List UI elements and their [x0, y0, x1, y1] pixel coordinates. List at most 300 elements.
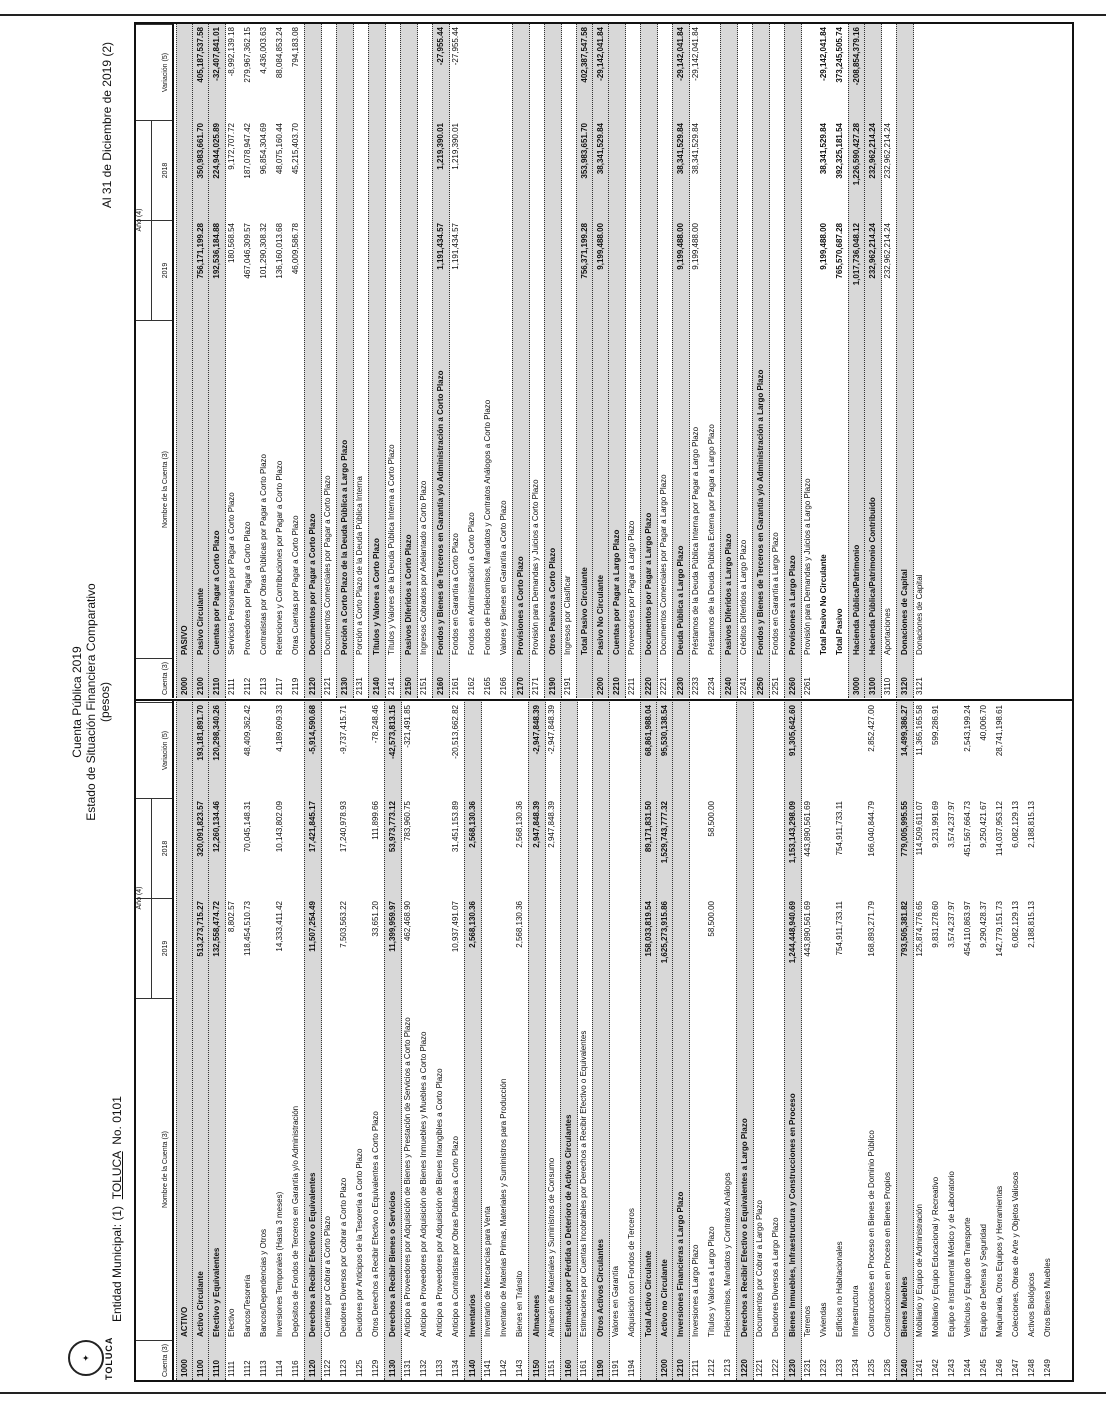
cell-nombre: Inventario de Mercancías para Venta: [483, 1206, 492, 1337]
cell-y2019: 6,082,129.13: [1011, 901, 1020, 948]
cell-cuenta: 1211: [691, 1359, 700, 1377]
cell-cuenta: 2121: [323, 677, 332, 695]
column-header-variacion: Variación (5): [136, 24, 172, 120]
cell-cuenta: 1220: [740, 1359, 749, 1377]
table-row: [288, 24, 304, 698]
cell-nombre: Créditos Diferidos a Largo Plazo: [739, 539, 748, 655]
cell-y2018: 58,500.00: [707, 801, 716, 837]
cell-variacion: 599,286.91: [931, 705, 940, 746]
cell-nombre: Pasivo No Circulante: [596, 574, 605, 655]
cell-cuenta: 2150: [404, 677, 413, 695]
cell-cuenta: 2113: [259, 677, 268, 695]
cell-cuenta: 1235: [867, 1359, 876, 1377]
cell-variacion: -29,142,041.84: [596, 27, 605, 81]
cell-cuenta: 1222: [771, 1359, 780, 1377]
table-row: [416, 24, 432, 698]
cell-y2019: 1,191,434.57: [436, 223, 445, 270]
cell-nombre: Activos Biológicos: [1027, 1272, 1036, 1337]
cell-y2018: 10,143,802.09: [275, 801, 284, 853]
cell-nombre: Viviendas: [819, 1302, 828, 1337]
cell-cuenta: 2170: [516, 677, 525, 695]
table-row: [864, 700, 880, 1380]
cell-y2019: 9,290,428.37: [979, 901, 988, 948]
cell-nombre: Préstamos de la Deuda Pública Interna por Pagar a Largo Plazo: [691, 426, 700, 655]
cell-cuenta: 1240: [900, 1359, 909, 1377]
cell-nombre: Anticipo a Proveedores por Adquisición de Bienes Inmuebles y Muebles a Corto Plazo: [419, 1031, 428, 1337]
cell-nombre: Mobiliario y Equipo Educacional y Recreativo: [931, 1176, 940, 1337]
cell-cuenta: 1194: [627, 1359, 636, 1377]
cell-y2019: 11,399,959.97: [388, 901, 397, 952]
cell-cuenta: 2111: [227, 678, 236, 695]
cell-y2018: 9,231,991.69: [931, 801, 940, 848]
cell-y2019: 125,874,776.65: [915, 901, 924, 957]
cell-y2019: 132,558,474.72: [212, 901, 221, 957]
cell-cuenta: 1133: [435, 1359, 444, 1377]
cell-y2019: 7,503,563.22: [339, 901, 348, 948]
cell-nombre: Hacienda Pública/Patrimonio: [852, 544, 861, 655]
cell-nombre: Total Activo Circulante: [644, 1250, 653, 1337]
cell-nombre: Estimaciones por Cuentas Incobrables por Derechos a Recibir Efectivo o Equivalentes: [579, 1030, 588, 1337]
table-row: [928, 700, 944, 1380]
cell-y2018: 17,421,845.17: [308, 801, 317, 853]
cell-y2019: 118,454,510.73: [243, 901, 252, 957]
cell-y2019: 9,831,278.60: [931, 901, 940, 948]
cell-nombre: Maquinaria, Otros Equipos y Herramientas: [995, 1185, 1004, 1337]
cell-variacion: -29,142,041.84: [819, 27, 828, 81]
cell-nombre: Inventario de Materias Primas, Materiales y Suministros para Producción: [499, 1078, 508, 1337]
cell-nombre: Cuentas por Cobrar a Corto Plazo: [323, 1216, 332, 1337]
entity-line: [110, 1096, 124, 1322]
cell-cuenta: 1221: [755, 1359, 764, 1377]
cell-y2018: 114,037,953.12: [995, 801, 1004, 857]
table-row: [224, 700, 240, 1380]
cell-y2019: 2,568,130.36: [515, 901, 524, 948]
cell-nombre: Inversiones Financieras a Largo Plazo: [676, 1191, 685, 1337]
table-row: [368, 700, 384, 1380]
cell-nombre: Total Pasivo No Circulante: [819, 554, 828, 655]
cell-variacion: 28,741,198.61: [995, 705, 1004, 757]
table-row: [288, 700, 304, 1380]
cell-nombre: PASIVO: [180, 625, 189, 655]
table-row: [256, 700, 272, 1380]
cell-y2018: 38,341,529.84: [691, 123, 700, 175]
cell-nombre: Anticipo a Contratistas por Obras Públicas a Corto Plazo: [451, 1136, 460, 1337]
cell-cuenta: 2151: [419, 677, 428, 695]
cell-nombre: Mobiliario y Equipo de Administración: [915, 1204, 924, 1337]
cell-nombre: Adquisición con Fondos de Terceros: [627, 1208, 636, 1337]
table-row: [1008, 700, 1024, 1380]
entity-number: No. 0101: [110, 1096, 124, 1145]
cell-cuenta: 2000: [180, 677, 189, 695]
cell-y2018: 6,082,129.13: [1011, 801, 1020, 848]
cell-cuenta: 1150: [532, 1359, 541, 1377]
cell-nombre: Deudores por Anticipos de la Tesorería a Corto Plazo: [355, 1148, 364, 1337]
cell-y2018: 224,944,025.89: [212, 123, 221, 179]
cell-y2018: 70,045,148.31: [243, 801, 252, 853]
cell-y2018: 48,075,160.44: [275, 123, 284, 175]
column-header-anio: Año (4): [136, 798, 152, 998]
cell-variacion: 4,189,609.33: [275, 705, 284, 752]
cell-variacion: -321,491.85: [403, 705, 412, 748]
cell-nombre: Documentos por Pagar a Corto Plazo: [308, 513, 317, 655]
cell-y2018: 2,947,848.39: [547, 801, 556, 848]
cell-variacion: 279,967,362.15: [243, 27, 252, 83]
scan-artifact-line: [0, 1392, 1106, 1394]
logo-text: TOLUCA: [104, 1336, 114, 1380]
cell-nombre: Derechos a Recibir Efectivo o Equivalentes: [308, 1172, 317, 1337]
cell-nombre: Ingresos Cobrados por Adelantado a Corto Plazo: [419, 480, 428, 655]
cell-y2019: 1,191,434.57: [451, 223, 460, 270]
cell-variacion: 794,183.08: [291, 27, 300, 68]
cell-nombre: Fondos en Administración a Corto Plazo: [467, 512, 476, 655]
cell-nombre: Aportaciones: [883, 608, 892, 655]
cell-y2018: 3,574,237.97: [947, 801, 956, 848]
cell-nombre: Donaciones de Capital: [900, 569, 909, 655]
cell-cuenta: 1234: [851, 1359, 860, 1377]
cell-y2019: 9,199,488.00: [596, 223, 605, 270]
cell-cuenta: 2211: [627, 677, 636, 695]
report-title-line3: (pesos): [98, 682, 112, 723]
cell-y2019: 462,468.90: [403, 901, 412, 942]
cell-nombre: Fondos en Garantía a Largo Plazo: [771, 532, 780, 655]
cell-y2019: 756,171,199.28: [196, 223, 205, 279]
column-header-cuenta: Cuenta (3): [136, 1340, 172, 1380]
cell-nombre: Equipo de Defensa y Seguridad: [979, 1224, 988, 1337]
cell-cuenta: 2230: [676, 677, 685, 695]
cell-nombre: ACTIVO: [180, 1306, 189, 1337]
cell-variacion: -29,142,041.84: [676, 27, 685, 81]
cell-cuenta: 2260: [788, 677, 797, 695]
cell-nombre: Bancos/Tesorería: [243, 1274, 252, 1337]
cell-nombre: Equipo e Instrumental Médico y de Laboratorio: [947, 1171, 956, 1337]
cell-y2019: 443,890,561.69: [803, 901, 812, 957]
cell-y2018: 89,171,831.50: [644, 801, 653, 853]
cell-cuenta: 1132: [419, 1359, 428, 1377]
cell-cuenta: 1142: [499, 1359, 508, 1377]
cell-nombre: Derechos a Recibir Efectivo o Equivalentes a Largo Plazo: [740, 1118, 749, 1337]
cell-variacion: -2,947,848.39: [547, 705, 556, 755]
cell-cuenta: 1151: [547, 1359, 556, 1377]
cell-y2019: 8,802.57: [227, 901, 236, 933]
table-row: [272, 700, 288, 1380]
table-row: [448, 700, 464, 1380]
column-header-variacion: Variación (5): [136, 702, 172, 798]
cell-cuenta: 1161: [579, 1359, 588, 1377]
table-row: [256, 24, 272, 698]
report-header: [30, 22, 142, 1382]
cell-variacion: -8,992,139.18: [227, 27, 236, 77]
cell-y2019: 2,568,130.36: [468, 901, 477, 948]
table-row: [608, 700, 624, 1380]
cell-nombre: Préstamos de la Deuda Pública Externa por Pagar a Largo Plazo: [707, 424, 716, 655]
column-header-cuenta: Cuenta (3): [136, 658, 172, 698]
cell-nombre: Anticipo a Proveedores por Adquisición de Bienes y Prestación de Servicios a Corto Plazo: [403, 1017, 412, 1337]
cell-cuenta: 2141: [387, 677, 396, 695]
cell-y2019: 168,893,271.79: [867, 901, 876, 957]
cell-nombre: Inversiones Temporales (Hasta 3 meses): [275, 1191, 284, 1337]
cell-cuenta: 2190: [548, 677, 557, 695]
cell-nombre: Activo Circulante: [196, 1271, 205, 1337]
table-row: [384, 24, 400, 698]
cell-y2019: 1,244,448,940.69: [788, 901, 797, 964]
cell-y2019: 513,273,715.27: [196, 901, 205, 957]
cell-nombre: Donaciones de Capital: [915, 574, 924, 655]
cell-y2019: 793,505,381.82: [900, 901, 909, 957]
table-row: [512, 700, 528, 1380]
cell-cuenta: 1242: [931, 1359, 940, 1377]
cell-variacion: -2,947,848.39: [532, 705, 541, 755]
column-header-anio: Año (4): [136, 120, 152, 320]
cell-nombre: Otros Pasivos a Corto Plazo: [548, 547, 557, 655]
cell-y2019: 142,779,151.73: [995, 901, 1004, 957]
table-row: [528, 24, 544, 698]
table-row: [768, 700, 784, 1380]
cell-nombre: Fideicomisos, Mandatos y Contratos Análogos: [723, 1172, 732, 1337]
cell-variacion: 11,365,165.58: [915, 705, 924, 756]
cell-variacion: -27,955.44: [451, 27, 460, 66]
table-row: [544, 700, 560, 1380]
cell-cuenta: 2233: [691, 677, 700, 695]
cell-y2018: 1,529,743,777.32: [660, 801, 669, 864]
cell-y2018: 353,983,651.70: [580, 123, 589, 179]
table-row: [432, 700, 448, 1380]
cell-y2018: 1,219,390.01: [451, 123, 460, 170]
cell-cuenta: 2160: [436, 677, 445, 695]
cell-cuenta: 1140: [468, 1359, 477, 1377]
cell-y2018: 443,890,561.69: [803, 801, 812, 857]
cell-y2018: 1,226,590,427.28: [852, 123, 861, 186]
cell-nombre: Construcciones en Proceso en Bienes de Dominio Público: [867, 1130, 876, 1337]
cell-cuenta: 1231: [803, 1359, 812, 1377]
table-row: [240, 24, 256, 698]
cell-nombre: Valores en Garantía: [611, 1265, 620, 1337]
cell-variacion: 373,245,505.74: [835, 27, 844, 83]
table-row: [352, 24, 368, 698]
cell-y2018: 783,960.75: [403, 801, 412, 842]
cell-y2018: 754,911,733.11: [835, 801, 844, 856]
cell-variacion: -20,513,662.82: [451, 705, 460, 759]
cell-cuenta: 3120: [900, 677, 909, 695]
cell-y2019: 180,568.54: [227, 223, 236, 264]
cell-variacion: -9,737,415.71: [339, 705, 348, 755]
table-row: [800, 24, 816, 698]
cell-cuenta: 1114: [275, 1360, 284, 1377]
cell-cuenta: 1134: [451, 1359, 460, 1377]
cell-cuenta: 3100: [868, 677, 877, 695]
table-row: [688, 24, 704, 698]
cell-nombre: Documentos Comerciales por Pagar a Largo Plazo: [659, 474, 668, 655]
table-row: [464, 24, 480, 698]
cell-cuenta: 2161: [451, 677, 460, 695]
cell-y2018: 392,325,181.54: [835, 123, 844, 179]
table-row: [912, 24, 928, 698]
table-row: [1040, 700, 1056, 1380]
table-row: [800, 700, 816, 1380]
table-row: [832, 700, 848, 1380]
cell-cuenta: 1113: [259, 1360, 268, 1377]
cell-cuenta: 1210: [676, 1359, 685, 1377]
cell-variacion: 40,006.70: [979, 705, 988, 741]
cell-y2018: 114,509,611.07: [915, 801, 924, 856]
cell-y2018: 2,568,130.36: [515, 801, 524, 848]
cell-variacion: 193,181,891.70: [196, 705, 205, 761]
table-row: [768, 24, 784, 698]
cell-cuenta: 1160: [564, 1359, 573, 1377]
cell-cuenta: 2119: [291, 677, 300, 695]
cell-variacion: 402,387,547.58: [580, 27, 589, 83]
cell-y2018: 2,568,130.36: [468, 801, 477, 848]
table-row: [560, 24, 576, 698]
cell-cuenta: 1130: [388, 1359, 397, 1377]
cell-variacion: 88,084,853.24: [275, 27, 284, 79]
cell-cuenta: 2200: [596, 677, 605, 695]
cell-nombre: Contratistas por Obras Públicas por Pagar a Corto Plazo: [259, 454, 268, 655]
cell-variacion: 14,499,386.27: [900, 705, 909, 757]
cell-y2019: 9,199,488.00: [819, 223, 828, 270]
cell-nombre: Inventarios: [468, 1294, 477, 1337]
cell-nombre: Documentos Comerciales por Pagar a Corto Plazo: [323, 475, 332, 655]
cell-cuenta: 1123: [339, 1359, 348, 1377]
cell-nombre: Deuda Pública a Largo Plazo: [676, 545, 685, 655]
table-row: [752, 700, 768, 1380]
cell-variacion: 120,298,340.26: [212, 705, 221, 761]
cell-nombre: Efectivo: [227, 1308, 236, 1337]
cell-nombre: Títulos y Valores a Corto Plazo: [372, 538, 381, 655]
cell-nombre: Otros Activos Circulantes: [596, 1239, 605, 1337]
cell-cuenta: 2140: [372, 677, 381, 695]
liabilities-panel: [136, 24, 1072, 698]
cell-y2018: 38,341,529.84: [819, 123, 828, 175]
cell-nombre: Provisión para Demandas y Juicios a Corto Plazo: [531, 479, 540, 655]
cell-cuenta: 3000: [852, 677, 861, 695]
report-title-line1: Cuenta Pública 2019: [70, 646, 84, 758]
column-header-y2019: 2019: [136, 898, 172, 998]
cell-y2018: 232,962,214.24: [883, 123, 892, 179]
column-header-y2019: 2019: [136, 220, 172, 320]
cell-cuenta: 2261: [803, 677, 812, 695]
cell-nombre: Retenciones y Contribuciones por Pagar a Corto Plazo: [275, 460, 284, 655]
cell-nombre: Infraestructura: [851, 1285, 860, 1337]
cell-y2018: 111,899.66: [371, 801, 380, 840]
table-row: [992, 700, 1008, 1380]
cell-nombre: Ingresos por Clasificar: [563, 575, 572, 655]
cell-variacion: -208,854,379.16: [852, 27, 861, 86]
cell-y2019: 232,962,214.24: [883, 223, 892, 279]
cell-cuenta: 2166: [499, 677, 508, 695]
cell-cuenta: 2234: [707, 677, 716, 695]
table-row: [832, 24, 848, 698]
cell-nombre: Almacenes: [532, 1294, 541, 1337]
assets-panel: [136, 700, 1072, 1380]
table-row: [576, 700, 592, 1380]
cell-cuenta: 2251: [771, 677, 780, 695]
cell-nombre: Otras Cuentas por Pagar a Corto Plazo: [291, 515, 300, 655]
cell-nombre: Fondos en Garantía a Corto Plazo: [451, 533, 460, 655]
table-row: [272, 24, 288, 698]
cell-cuenta: 1191: [611, 1359, 620, 1377]
cell-cuenta: 1244: [963, 1359, 972, 1377]
cell-cuenta: 1112: [243, 1360, 252, 1377]
cell-cuenta: 2241: [739, 677, 748, 695]
cell-y2018: 350,983,661.70: [196, 123, 205, 179]
table-row: [848, 700, 864, 1380]
cell-y2018: 45,215,403.70: [291, 123, 300, 175]
cell-nombre: Porción a Corto Plazo de la Deuda Pública a Largo Plazo: [340, 439, 349, 655]
cell-y2019: 11,507,254.49: [308, 901, 317, 952]
cell-nombre: Estimación por Pérdida o Deterioro de Activos Circulantes: [564, 1114, 573, 1337]
table-row: [1024, 700, 1040, 1380]
cell-nombre: Fondos y Bienes de Terceros en Garantía y/o Administración a Corto Plazo: [436, 370, 445, 655]
cell-cuenta: 1245: [979, 1359, 988, 1377]
cell-nombre: Pasivos Diferidos a Largo Plazo: [724, 533, 733, 655]
cell-nombre: Almacén de Materiales y Suministros de Consumo: [547, 1157, 556, 1337]
cell-cuenta: 1129: [371, 1359, 380, 1377]
cell-variacion: 48,409,362.42: [243, 705, 252, 757]
table-row: [816, 700, 832, 1380]
column-header-nombre: Nombre de la Cuenta (3): [136, 998, 172, 1340]
balance-sheet-table: [134, 22, 1074, 1382]
cell-nombre: Pasivos Diferidos a Corto Plazo: [404, 534, 413, 655]
table-row: [320, 24, 336, 698]
cell-cuenta: 1236: [883, 1359, 892, 1377]
cell-variacion: -42,573,813.15: [388, 705, 397, 759]
scan-artifact-line: [0, 14, 1106, 16]
table-row: [944, 700, 960, 1380]
cell-cuenta: 2220: [644, 677, 653, 695]
column-header-nombre: Nombre de la Cuenta (3): [136, 320, 172, 658]
cell-nombre: Pasivo Circulante: [196, 587, 205, 655]
cell-variacion: 405,187,537.58: [196, 27, 205, 83]
table-row: [704, 24, 720, 698]
table-row: [240, 700, 256, 1380]
table-row: [624, 24, 640, 698]
cell-y2019: 765,570,687.28: [835, 223, 844, 279]
cell-cuenta: 1233: [835, 1359, 844, 1377]
cell-cuenta: 2240: [724, 677, 733, 695]
cell-nombre: Proveedores por Pagar a Corto Plazo: [243, 521, 252, 655]
cell-variacion: 4,436,003.63: [259, 27, 268, 74]
table-row: [688, 700, 704, 1380]
cell-nombre: Provisiones a Corto Plazo: [516, 556, 525, 655]
cell-variacion: -78,248.46: [371, 705, 380, 744]
cell-nombre: Bancos/Dependencias y Otros: [259, 1228, 268, 1337]
table-row: [352, 700, 368, 1380]
cell-y2018: 1,153,143,298.09: [788, 801, 797, 864]
cell-variacion: 2,543,199.24: [963, 705, 972, 752]
cell-y2019: 136,160,013.68: [275, 223, 284, 279]
cell-nombre: Títulos y Valores a Largo Plazo: [707, 1226, 716, 1337]
cell-nombre: Edificios no Habitacionales: [835, 1241, 844, 1337]
cell-cuenta: 2221: [659, 677, 668, 695]
cell-y2019: 756,371,199.28: [580, 223, 589, 279]
cell-y2018: 96,854,304.69: [259, 123, 268, 175]
cell-variacion: -27,955.44: [436, 27, 445, 66]
cell-cuenta: 2171: [531, 677, 540, 695]
cell-y2019: 3,574,237.97: [947, 901, 956, 948]
panel-divider: [136, 699, 1072, 701]
table-row: [480, 24, 496, 698]
table-row: [224, 24, 240, 698]
column-header: [136, 24, 174, 698]
cell-nombre: Bienes en Tránsito: [515, 1270, 524, 1337]
cell-y2018: 166,040,844.79: [867, 801, 876, 857]
table-row: [912, 700, 928, 1380]
cell-y2018: 9,250,421.67: [979, 801, 988, 848]
cell-y2018: 320,091,823.57: [196, 801, 205, 857]
cell-nombre: Otros Bienes Muebles: [1043, 1258, 1052, 1337]
cell-nombre: Terrenos: [803, 1305, 812, 1337]
cell-cuenta: 2112: [243, 677, 252, 695]
